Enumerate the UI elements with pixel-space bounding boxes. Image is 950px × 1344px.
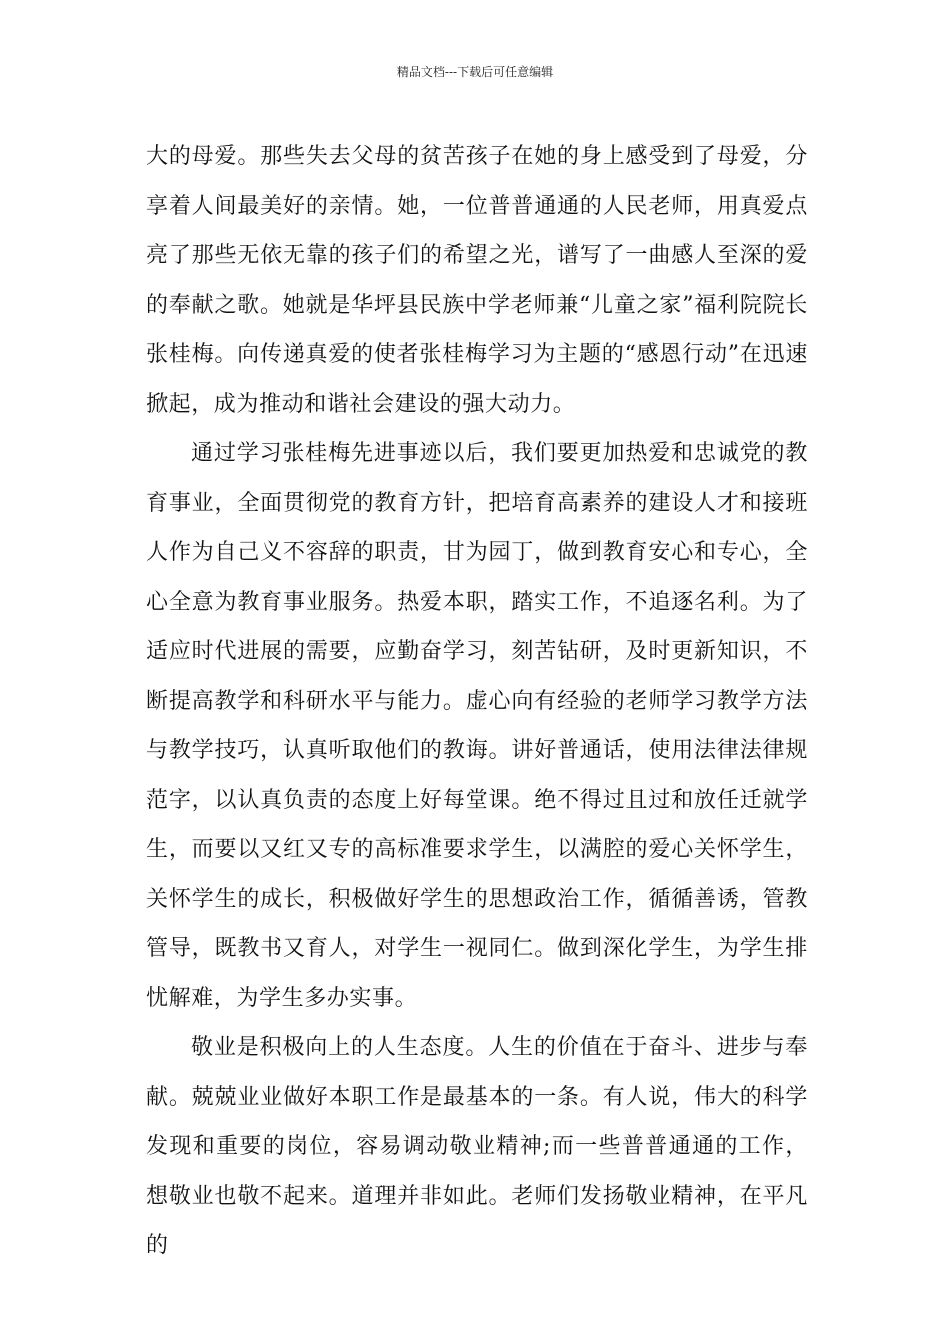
paragraph-2: 通过学习张桂梅先进事迹以后，我们要更加热爱和忠诚党的教育事业，全面贯彻党的教育方针，把培育高素养的建设人才和接班人作为自己义不容辞的职责，甘为园丁，做到教育安心和专心，全心全意为教育事业服务。热爱本职，踏实工作，不追逐名利。为了适应时代进展的需要，应勤奋学习，刻苦钻研，及时更新知识，不断提高教学和科研水平与能力。虚心向有经验的老师学习教学方法与教学技巧，认真听取他们的教诲。讲好普通话，使用法律法律规范字，以认真负责的态度上好每堂课。绝不得过且过和放任迁就学生，而要以又红又专的高标准要求学生，以满腔的爱心关怀学生，关怀学生的成长，积极做好学生的思想政治工作，循循善诱，管教管导，既教书又育人，对学生一视同仁。做到深化学生，为学生排忧解难，为学生多办实事。 [146, 441, 808, 1011]
page-header: 精品文档---下载后可任意编辑 [396, 65, 554, 79]
document-body [146, 132, 808, 1271]
paragraph-1: 大的母爱。那些失去父母的贫苦孩子在她的身上感受到了母爱，分享着人间最美好的亲情。她，一位普普通通的人民老师，用真爱点亮了那些无依无靠的孩子们的希望之光，谱写了一曲感人至深的爱的奉献之歌。她就是华坪县民族中学老师兼“儿童之家”福利院院长张桂梅。向传递真爱的使者张桂梅学习为主题的“感恩行动”在迅速掀起，成为推动和谐社会建设的强大动力。 [146, 144, 808, 417]
paragraph-3: 敬业是积极向上的人生态度。人生的价值在于奋斗、进步与奉献。兢兢业业做好本职工作是最基本的一条。有人说，伟大的科学发现和重要的岗位，容易调动敬业精神;而一些普普通通的工作，想敬业也敬不起来。道理并非如此。老师们发扬敬业精神，在平凡的 [146, 1035, 808, 1258]
